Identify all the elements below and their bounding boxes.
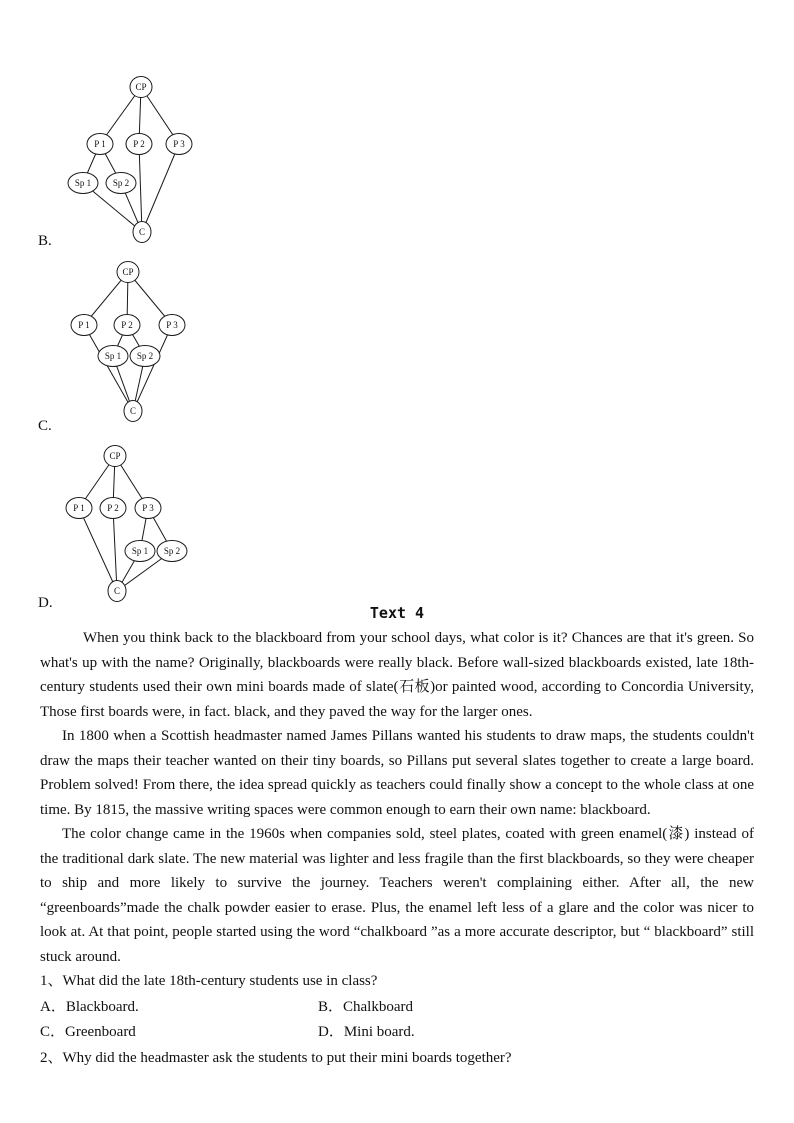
option-c-label: C． bbox=[40, 1024, 66, 1040]
svg-text:CP: CP bbox=[109, 451, 121, 461]
diagram-edge-P2-C bbox=[113, 508, 117, 591]
option-c-text: Greenboard bbox=[65, 1024, 136, 1040]
diagram-node-sp2 bbox=[106, 173, 136, 194]
diagram-node-cp bbox=[104, 446, 126, 467]
diagram-node-p3 bbox=[166, 134, 192, 155]
diagram-node-p3 bbox=[159, 315, 185, 336]
question-1-options-row-2 bbox=[40, 1020, 754, 1046]
svg-text:Sp 2: Sp 2 bbox=[136, 351, 154, 361]
svg-text:P 1: P 1 bbox=[94, 139, 106, 149]
question-1-option-a bbox=[40, 995, 318, 1021]
svg-text:Sp 1: Sp 1 bbox=[74, 178, 92, 188]
svg-text:P 3: P 3 bbox=[166, 320, 178, 330]
option-label-d: D. bbox=[38, 595, 53, 611]
question-1-options-row-1 bbox=[40, 995, 754, 1021]
option-d-text: Mini board. bbox=[343, 1024, 415, 1040]
diagram-node-p3 bbox=[135, 498, 161, 519]
diagram-option-d bbox=[50, 442, 210, 607]
question-1-option-b bbox=[318, 995, 413, 1021]
diagram-node-p2 bbox=[126, 134, 152, 155]
diagram-node-c bbox=[108, 581, 126, 602]
question-2-text: Why did the headmaster ask the students to put their mini boards together? bbox=[62, 1049, 512, 1066]
question-2-number: 2、 bbox=[40, 1049, 63, 1066]
passage-paragraph-2: In 1800 when a Scottish headmaster named James Pillans wanted his students to draw maps, the students couldn't draw the maps their teacher wanted on their tiny boards, so Pillans put several slates together to create a large board. Problem solved! From there, the idea spread quickly as teachers could finally show a concept to the whole class at one time. By 1815, the massive writing spaces were common enough to earn their own name: blackboard. bbox=[40, 728, 754, 818]
option-b-text: Chalkboard bbox=[343, 998, 413, 1015]
diagram-edge-P3-C bbox=[133, 325, 172, 411]
diagram-node-sp2 bbox=[157, 541, 187, 562]
diagram-node-cp bbox=[130, 77, 152, 98]
diagram-edge-P3-C bbox=[142, 144, 179, 232]
diagram-option-c bbox=[50, 258, 210, 433]
option-label-b: B. bbox=[38, 233, 52, 249]
svg-text:P 3: P 3 bbox=[173, 139, 185, 149]
diagram-node-sp1 bbox=[98, 346, 128, 367]
diagram-node-sp2 bbox=[130, 346, 160, 367]
option-label-c: C. bbox=[38, 418, 52, 434]
diagram-edge-P2-C bbox=[139, 144, 142, 232]
diagram-node-cp bbox=[117, 262, 139, 283]
diagram-edge-P1-C bbox=[84, 325, 133, 411]
svg-text:C: C bbox=[129, 406, 137, 416]
question-1-text: What did the late 18th-century students use in class? bbox=[62, 973, 378, 989]
svg-text:P 2: P 2 bbox=[107, 503, 119, 513]
svg-text:P 1: P 1 bbox=[73, 503, 85, 513]
svg-text:C: C bbox=[138, 227, 146, 237]
svg-text:P 2: P 2 bbox=[133, 139, 145, 149]
question-1-option-c bbox=[40, 1020, 318, 1046]
option-a-text: Blackboard. bbox=[65, 998, 139, 1015]
svg-text:Sp 1: Sp 1 bbox=[104, 351, 122, 361]
question-1-number: 1、 bbox=[40, 973, 63, 989]
diagram-node-p2 bbox=[114, 315, 140, 336]
option-b-label: B． bbox=[318, 998, 344, 1015]
passage-heading: Text 4 bbox=[369, 604, 425, 622]
diagram-option-b bbox=[50, 70, 210, 255]
option-d-label: D． bbox=[318, 1024, 344, 1040]
passage-paragraph-3: The color change came in the 1960s when companies sold, steel plates, coated with green enamel(漆) instead of the traditional dark slate. The new material was lighter and less fragile than the first blackboards, so they were cheaper to ship and more likely to survive the journey. Teachers weren't complaining either. After all, the new “greenboards”made the chalk powder easier to erase. Plus, the enamel left less of a glare and the color was nicer to look at. At that point, people started using the word “chalkboard ”as a more accurate descriptor, but “ blackboard” still stuck around. bbox=[40, 826, 754, 965]
diagram-node-sp1 bbox=[125, 541, 155, 562]
reading-passage-section bbox=[40, 604, 754, 1071]
option-a-label: A． bbox=[40, 998, 66, 1015]
passage-paragraph-1: When you think back to the blackboard from your school days, what color is it? Chances are that it's green. So what's up with the name? Originally, blackboards were really black. Before wall-sized blackboards existed, late 18th-century students used their own mini boards made of slate(石板)or painted wood, according to Concordia University, Those first boards were, in fact. black, and they paved the way for the larger ones. bbox=[40, 630, 754, 720]
svg-text:P 2: P 2 bbox=[121, 320, 133, 330]
diagram-node-p2 bbox=[100, 498, 126, 519]
diagram-node-p1 bbox=[71, 315, 97, 336]
svg-text:Sp 2: Sp 2 bbox=[112, 178, 130, 188]
diagram-node-sp1 bbox=[68, 173, 98, 194]
diagram-node-c bbox=[133, 222, 151, 243]
question-1-option-d bbox=[318, 1020, 415, 1046]
svg-text:Sp 1: Sp 1 bbox=[131, 546, 149, 556]
svg-text:CP: CP bbox=[122, 267, 134, 277]
diagram-edge-P1-C bbox=[79, 508, 117, 591]
answer-diagrams-section bbox=[0, 70, 794, 612]
question-1 bbox=[40, 969, 754, 995]
svg-text:P 3: P 3 bbox=[142, 503, 154, 513]
svg-text:CP: CP bbox=[135, 82, 147, 92]
svg-text:Sp 2: Sp 2 bbox=[163, 546, 181, 556]
svg-text:P 1: P 1 bbox=[78, 320, 90, 330]
diagram-node-c bbox=[124, 401, 142, 422]
svg-text:C: C bbox=[113, 586, 121, 596]
diagram-node-p1 bbox=[66, 498, 92, 519]
question-2 bbox=[40, 1046, 754, 1072]
diagram-node-p1 bbox=[87, 134, 113, 155]
